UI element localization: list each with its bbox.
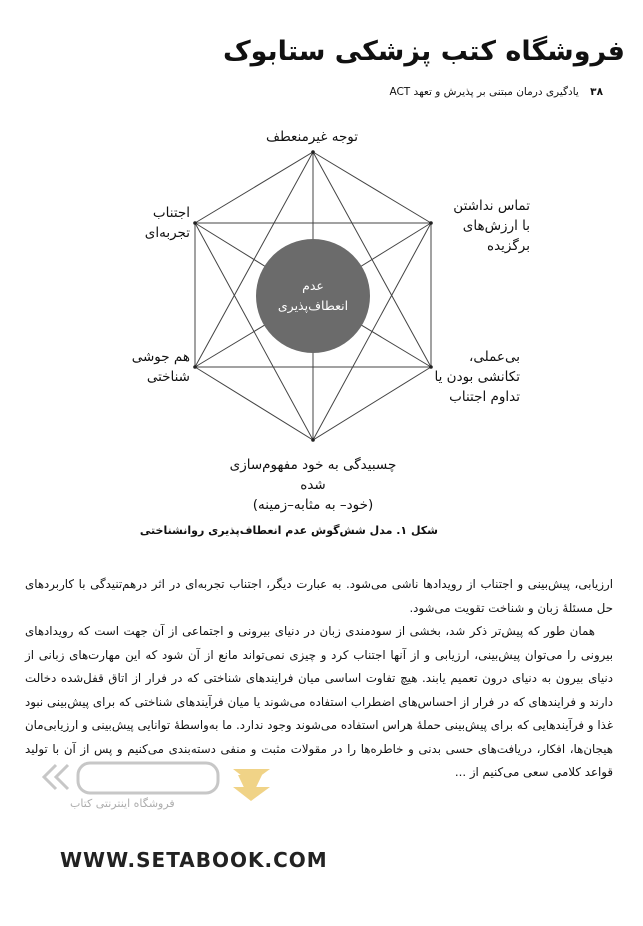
figure-caption: شکل ۱. مدل شش‌گوش عدم انعطاف‌پذیری روانشناختی (139, 524, 438, 537)
node-upper-left (110, 203, 190, 243)
vertex-bottom (311, 438, 315, 442)
site-url: WWW.SETABOOK.COM (60, 848, 328, 872)
paragraph: همان طور که پیش‌تر ذکر شد، بخشی از سودمندی زبان در دنیای بیرونی و اجتماعی از آن جهت است که رویدادهای بیرونی را می‌توان پیش‌بینی، ارزیابی و از آنها اجتناب کرد و چیزی نمی‌تواند مانع از آن شود که این مهارت‌های زبانی از دنیای بیرون به دنیای درون تعمیم یابند. هیچ تفاوت اساسی میان فرایندهای شناختی که در فرار از اتاق قفل‌شده دخالت دارند و فرایندهای که در فرار از احساس‌های اضطراب استفاده می‌شوند یا میان فرآیندهای شناختی که برای پیش‌بینی نبود غذا و فرآیندهایی که برای پیش‌بینی حملهٔ هراس استفاده می‌شوند وجود ندارد. ما به‌واسطهٔ توانایی پیش‌بینی و ارزیابی‌مان هیجان‌ها، افکار، دریافت‌های حسی بدنی و خاطره‌ها را در مقولات مثبت و منفی دسته‌بندی می‌کنیم و پس از آن با تولید قواعد کلامی سعی می‌کنیم از ... (25, 624, 613, 779)
running-title: یادگیری درمان مبتنی بر پذیرش و تعهد ACT (389, 86, 579, 98)
store-banner: فروشگاه کتب پزشکی ستابوک (222, 36, 625, 67)
body-text (25, 573, 613, 785)
paragraph: ارزیابی، پیش‌بینی و اجتناب از رویدادها ناشی می‌شود. به عبارت دیگر، اجتناب تجربه‌ای در اثر درهم‌تنیدگی با کاربردهای حل مسئلهٔ زبان و شناخت تقویت می‌شود. (25, 577, 613, 615)
node-upper-right (420, 196, 530, 256)
watermark-subtitle: فروشگاه اینترنتی کتاب (70, 797, 175, 810)
vertex-ul (193, 221, 197, 225)
center-label (256, 276, 370, 316)
center-label-line-1: عدم (302, 278, 324, 293)
node-bottom (218, 455, 408, 515)
page-number: ۳۸ (590, 86, 603, 98)
node-bottom-line-2: (خود– به مثابه–زمینه) (252, 497, 374, 513)
node-ul-line-1: اجتناب (152, 205, 190, 221)
node-ul-line-2: تجربه‌ای (144, 225, 190, 241)
center-label-line-2: انعطاف‌پذیری (277, 298, 349, 313)
node-top (262, 127, 362, 147)
node-ll-line-1: هم جوشی (131, 349, 190, 365)
node-lr-line-3: تداوم اجتناب (449, 389, 520, 405)
node-ur-line-1: تماس نداشتن (453, 198, 530, 214)
node-lr-line-1: بی‌عملی، (469, 349, 520, 365)
vertex-top (311, 150, 315, 154)
node-bottom-line-1: چسبیدگی به خود مفهوم‌سازی شده (229, 457, 397, 493)
node-lower-left (110, 347, 190, 387)
node-ur-line-2: با ارزش‌های (462, 218, 530, 234)
node-lower-right (420, 347, 520, 407)
node-ll-line-2: شناختی (146, 369, 190, 385)
node-ur-line-3: برگزیده (487, 238, 530, 254)
node-lr-line-2: تکانشی بودن یا (434, 369, 520, 385)
vertex-ll (193, 365, 197, 369)
node-top-line-1: توجه غیرمنعطف (265, 129, 359, 145)
